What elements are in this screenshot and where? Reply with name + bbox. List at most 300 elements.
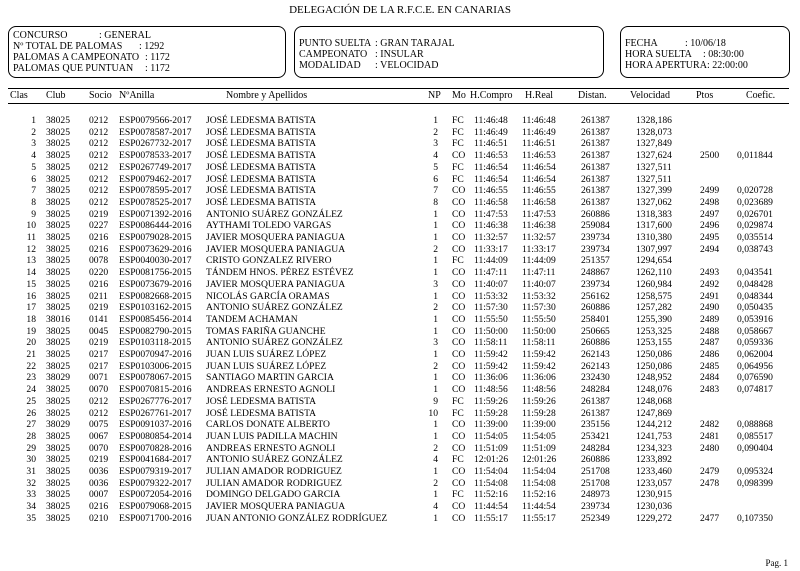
cell-np: 1 <box>433 349 438 360</box>
cell-velocidad: 1257,282 <box>636 302 672 314</box>
cell-nombre: JOSÉ LEDESMA BATISTA <box>206 150 317 162</box>
cell-np: 2 <box>433 442 438 454</box>
table-row <box>0 174 800 185</box>
table-row <box>0 501 800 512</box>
cell-distan: 248284 <box>581 442 610 454</box>
cell-socio: 0219 <box>89 454 109 466</box>
cell-club: 38029 <box>46 419 70 431</box>
cell-clas: 15 <box>26 278 36 290</box>
cell-np: 3 <box>433 138 438 150</box>
cell-np: 2 <box>433 302 438 314</box>
cell-clas: 26 <box>26 407 36 419</box>
cell-hreal: 11:46:53 <box>522 150 556 162</box>
cell-hcompro: 11:50:00 <box>474 325 508 337</box>
cell-distan: 251708 <box>581 466 610 477</box>
header-nombre: Nombre y Apellidos <box>226 90 308 101</box>
table-row <box>0 419 800 430</box>
cell-socio: 0141 <box>89 313 109 325</box>
cell-velocidad: 1229,272 <box>636 512 672 524</box>
cell-ptos: 2486 <box>700 349 720 360</box>
cell-hcompro: 11:46:58 <box>474 196 508 208</box>
cell-hreal: 11:40:07 <box>522 278 556 290</box>
cell-nombre: TOMAS FARIÑA GUANCHE <box>206 325 326 337</box>
cell-clas: 22 <box>26 360 36 372</box>
cell-velocidad: 1253,155 <box>636 337 672 349</box>
cell-mo: CO <box>452 313 466 325</box>
cell-hreal: 11:58:11 <box>522 337 556 349</box>
cell-club: 38025 <box>46 243 70 255</box>
cell-club: 38025 <box>46 489 70 501</box>
campeonato-palomas-label: PALOMAS A CAMPEONATO <box>13 52 140 63</box>
cell-ptos: 2479 <box>700 466 720 477</box>
cell-socio: 0216 <box>89 501 109 513</box>
cell-velocidad: 1260,984 <box>636 278 672 290</box>
cell-hcompro: 11:46:49 <box>474 126 508 138</box>
cell-clas: 6 <box>31 173 36 185</box>
cell-club: 38025 <box>46 138 70 150</box>
concurso-value: : GENERAL <box>99 30 151 41</box>
cell-hreal: 11:59:42 <box>522 349 556 360</box>
cell-nombre: JAVIER MOSQUERA PANIAGUA <box>206 243 346 255</box>
cell-anilla: ESP0071392-2016 <box>119 208 192 220</box>
cell-np: 9 <box>433 395 438 407</box>
cell-nombre: JOSÉ LEDESMA BATISTA <box>206 407 317 419</box>
cell-coefic: 0,050435 <box>737 302 773 314</box>
table-row <box>0 372 800 383</box>
cell-hreal: 11:36:06 <box>522 372 556 384</box>
cell-distan: 260886 <box>581 454 610 466</box>
cell-velocidad: 1230,036 <box>636 501 672 513</box>
cell-anilla: ESP0082668-2015 <box>119 290 192 302</box>
cell-clas: 3 <box>31 138 36 150</box>
cell-socio: 0216 <box>89 243 109 255</box>
cell-np: 1 <box>433 372 438 384</box>
cell-socio: 0216 <box>89 232 109 243</box>
cell-hreal: 11:46:58 <box>522 196 556 208</box>
cell-np: 8 <box>433 196 438 208</box>
cell-nombre: JAVIER MOSQUERA PANIAGUA <box>206 501 346 513</box>
cell-hcompro: 11:59:26 <box>474 395 508 407</box>
cell-club: 38025 <box>46 360 70 372</box>
cell-velocidad: 1248,952 <box>636 372 672 384</box>
cell-mo: FC <box>452 138 464 150</box>
cell-anilla: ESP0079319-2017 <box>119 466 192 477</box>
header-hreal: H.Real <box>525 90 554 101</box>
cell-club: 38025 <box>46 267 70 279</box>
cell-club: 38025 <box>46 325 70 337</box>
cell-ptos: 2483 <box>700 384 720 396</box>
cell-anilla: ESP0267749-2017 <box>119 161 192 173</box>
cell-nombre: JOSÉ LEDESMA BATISTA <box>206 395 317 407</box>
cell-coefic: 0,035514 <box>737 232 773 243</box>
cell-distan: 239734 <box>581 232 610 243</box>
cell-hcompro: 11:33:17 <box>474 243 508 255</box>
cell-anilla: ESP0070947-2016 <box>119 349 192 360</box>
cell-mo: CO <box>452 349 466 360</box>
cell-socio: 0216 <box>89 278 109 290</box>
cell-anilla: ESP0070828-2016 <box>119 442 192 454</box>
cell-ptos: 2484 <box>700 372 720 384</box>
cell-anilla: ESP0073629-2016 <box>119 243 192 255</box>
cell-hcompro: 11:47:11 <box>474 267 508 279</box>
cell-hcompro: 11:52:16 <box>474 489 508 501</box>
cell-club: 38025 <box>46 501 70 513</box>
cell-distan: 261387 <box>581 196 610 208</box>
total-palomas-value: : 1292 <box>139 41 165 52</box>
table-row <box>0 478 800 489</box>
info-box-race <box>294 26 604 78</box>
cell-coefic: 0,107350 <box>737 512 773 524</box>
cell-hcompro: 11:59:28 <box>474 407 508 419</box>
cell-club: 38025 <box>46 337 70 349</box>
cell-velocidad: 1234,323 <box>636 442 672 454</box>
cell-hcompro: 11:48:56 <box>474 384 508 396</box>
cell-anilla: ESP0040030-2017 <box>119 255 192 267</box>
cell-mo: CO <box>452 384 466 396</box>
table-row <box>0 384 800 395</box>
cell-mo: FC <box>452 115 464 126</box>
table-row <box>0 361 800 372</box>
table-header <box>8 88 789 104</box>
cell-club: 38025 <box>46 255 70 267</box>
cell-hreal: 11:46:38 <box>522 220 556 232</box>
cell-velocidad: 1318,383 <box>636 208 672 220</box>
info-box-general <box>8 26 286 78</box>
cell-coefic: 0,059336 <box>737 337 773 349</box>
header-velocidad: Velocidad <box>630 90 670 101</box>
table-row <box>0 127 800 138</box>
cell-club: 38025 <box>46 454 70 466</box>
cell-ptos: 2495 <box>700 232 720 243</box>
cell-nombre: JUAN LUIS SUÁREZ LÓPEZ <box>206 360 327 372</box>
table-row <box>0 209 800 220</box>
cell-clas: 28 <box>26 430 36 442</box>
cell-ptos: 2494 <box>700 243 720 255</box>
header-anilla: NºAnilla <box>119 90 155 101</box>
cell-np: 7 <box>433 185 438 197</box>
cell-nombre: TÁNDEM HNOS. PÉREZ ESTÉVEZ <box>206 267 354 279</box>
cell-velocidad: 1310,380 <box>636 232 672 243</box>
cell-nombre: SANTIAGO MARTIN GARCIA <box>206 372 334 384</box>
cell-hreal: 11:39:00 <box>522 419 556 431</box>
cell-hreal: 11:59:26 <box>522 395 556 407</box>
cell-clas: 9 <box>31 208 36 220</box>
cell-ptos: 2491 <box>700 290 720 302</box>
cell-nombre: AYTHAMI TOLEDO VARGAS <box>206 220 332 232</box>
cell-hcompro: 11:59:42 <box>474 360 508 372</box>
cell-hreal: 11:33:17 <box>522 243 556 255</box>
table-row <box>0 466 800 477</box>
cell-clas: 27 <box>26 419 36 431</box>
header-np: NP <box>428 90 441 101</box>
cell-hcompro: 11:58:11 <box>474 337 508 349</box>
cell-hreal: 11:46:54 <box>522 161 556 173</box>
table-row <box>0 349 800 360</box>
cell-distan: 251708 <box>581 477 610 489</box>
cell-ptos: 2477 <box>700 512 720 524</box>
cell-socio: 0071 <box>89 372 109 384</box>
fecha-label: FECHA <box>625 38 658 49</box>
cell-velocidad: 1307,997 <box>636 243 672 255</box>
cell-hreal: 11:54:04 <box>522 466 556 477</box>
cell-mo: FC <box>452 407 464 419</box>
campeonato-value: : INSULAR <box>375 49 424 60</box>
cell-hreal: 11:53:32 <box>522 290 556 302</box>
cell-mo: FC <box>452 395 464 407</box>
cell-mo: CO <box>452 232 466 243</box>
cell-mo: CO <box>452 419 466 431</box>
cell-anilla: ESP0078067-2015 <box>119 372 192 384</box>
cell-ptos: 2482 <box>700 419 720 431</box>
cell-club: 38025 <box>46 290 70 302</box>
header-mo: Mo <box>452 90 466 101</box>
cell-hreal: 11:52:16 <box>522 489 556 501</box>
cell-socio: 0212 <box>89 407 109 419</box>
cell-mo: CO <box>452 220 466 232</box>
cell-hreal: 11:59:42 <box>522 360 556 372</box>
cell-club: 38016 <box>46 313 70 325</box>
table-row <box>0 454 800 465</box>
cell-coefic: 0,090404 <box>737 442 773 454</box>
cell-hcompro: 11:46:48 <box>474 115 508 126</box>
cell-socio: 0036 <box>89 477 109 489</box>
cell-club: 38025 <box>46 512 70 524</box>
cell-np: 1 <box>433 466 438 477</box>
cell-hreal: 11:46:49 <box>522 126 556 138</box>
cell-mo: FC <box>452 255 464 267</box>
cell-socio: 0078 <box>89 255 109 267</box>
cell-clas: 33 <box>26 489 36 501</box>
cell-mo: FC <box>452 161 464 173</box>
cell-anilla: ESP0078587-2017 <box>119 126 192 138</box>
cell-velocidad: 1327,849 <box>636 138 672 150</box>
cell-distan: 248973 <box>581 489 610 501</box>
cell-nombre: JOSÉ LEDESMA BATISTA <box>206 161 317 173</box>
cell-hcompro: 11:44:54 <box>474 501 508 513</box>
cell-socio: 0212 <box>89 173 109 185</box>
cell-nombre: JUAN LUIS PADILLA MACHIN <box>206 430 338 442</box>
cell-mo: CO <box>452 337 466 349</box>
cell-hreal: 11:55:50 <box>522 313 556 325</box>
cell-club: 38025 <box>46 196 70 208</box>
cell-mo: CO <box>452 501 466 513</box>
cell-anilla: ESP0079462-2017 <box>119 173 192 185</box>
cell-hcompro: 11:54:04 <box>474 466 508 477</box>
cell-np: 1 <box>433 489 438 501</box>
table-row <box>0 220 800 231</box>
cell-np: 1 <box>433 313 438 325</box>
cell-distan: 250665 <box>581 325 610 337</box>
cell-velocidad: 1248,068 <box>636 395 672 407</box>
table-row <box>0 314 800 325</box>
cell-np: 1 <box>433 384 438 396</box>
cell-clas: 21 <box>26 349 36 360</box>
cell-anilla: ESP0267732-2017 <box>119 138 192 150</box>
cell-hreal: 11:48:56 <box>522 384 556 396</box>
cell-clas: 23 <box>26 372 36 384</box>
cell-anilla: ESP0079566-2017 <box>119 115 192 126</box>
cell-distan: 256162 <box>581 290 610 302</box>
cell-hreal: 11:55:17 <box>522 512 556 524</box>
cell-club: 38025 <box>46 442 70 454</box>
cell-mo: CO <box>452 325 466 337</box>
cell-hcompro: 11:39:00 <box>474 419 508 431</box>
cell-anilla: ESP0078525-2017 <box>119 196 192 208</box>
cell-nombre: CRISTO GONZALEZ RIVERO <box>206 255 332 267</box>
cell-distan: 262143 <box>581 349 610 360</box>
cell-clas: 30 <box>26 454 36 466</box>
cell-clas: 16 <box>26 290 36 302</box>
cell-anilla: ESP0079322-2017 <box>119 477 192 489</box>
cell-anilla: ESP0103162-2015 <box>119 302 192 314</box>
cell-mo: CO <box>452 442 466 454</box>
cell-mo: CO <box>452 185 466 197</box>
table-row <box>0 291 800 302</box>
puntuan-label: PALOMAS QUE PUNTUAN <box>13 63 134 74</box>
cell-ptos: 2487 <box>700 337 720 349</box>
cell-socio: 0036 <box>89 466 109 477</box>
cell-ptos: 2500 <box>700 150 720 162</box>
cell-hreal: 11:46:48 <box>522 115 556 126</box>
cell-club: 38025 <box>46 232 70 243</box>
cell-distan: 261387 <box>581 138 610 150</box>
cell-velocidad: 1244,212 <box>636 419 672 431</box>
cell-ptos: 2490 <box>700 302 720 314</box>
cell-np: 4 <box>433 454 438 466</box>
cell-socio: 0212 <box>89 185 109 197</box>
cell-ptos: 2478 <box>700 477 720 489</box>
cell-coefic: 0,020728 <box>737 185 773 197</box>
cell-np: 1 <box>433 512 438 524</box>
modalidad-value: : VELOCIDAD <box>375 60 439 71</box>
cell-nombre: JAVIER MOSQUERA PANIAGUA <box>206 232 346 243</box>
cell-ptos: 2485 <box>700 360 720 372</box>
cell-mo: CO <box>452 243 466 255</box>
cell-hreal: 11:44:09 <box>522 255 556 267</box>
cell-np: 6 <box>433 173 438 185</box>
table-row <box>0 162 800 173</box>
cell-coefic: 0,088868 <box>737 419 773 431</box>
table-row <box>0 279 800 290</box>
cell-anilla: ESP0079028-2015 <box>119 232 192 243</box>
cell-mo: CO <box>452 430 466 442</box>
cell-velocidad: 1327,399 <box>636 185 672 197</box>
cell-velocidad: 1233,460 <box>636 466 672 477</box>
header-coefic: Coefic. <box>746 90 776 101</box>
cell-clas: 5 <box>31 161 36 173</box>
cell-nombre: JOSÉ LEDESMA BATISTA <box>206 196 317 208</box>
cell-velocidad: 1262,110 <box>636 267 672 279</box>
cell-hcompro: 11:55:50 <box>474 313 508 325</box>
cell-mo: CO <box>452 278 466 290</box>
cell-socio: 0212 <box>89 161 109 173</box>
cell-hcompro: 11:57:30 <box>474 302 508 314</box>
hora-suelta-label: HORA SUELTA <box>625 49 692 60</box>
cell-socio: 0217 <box>89 349 109 360</box>
cell-np: 3 <box>433 337 438 349</box>
table-row <box>0 138 800 149</box>
cell-hcompro: 11:55:17 <box>474 512 508 524</box>
cell-distan: 261387 <box>581 161 610 173</box>
cell-clas: 14 <box>26 267 36 279</box>
cell-velocidad: 1233,892 <box>636 454 672 466</box>
cell-nombre: JAVIER MOSQUERA PANIAGUA <box>206 278 346 290</box>
cell-ptos: 2497 <box>700 208 720 220</box>
cell-nombre: TANDEM ACHAMAN <box>206 313 298 325</box>
cell-distan: 253421 <box>581 430 610 442</box>
cell-velocidad: 1328,186 <box>636 115 672 126</box>
cell-np: 2 <box>433 477 438 489</box>
cell-velocidad: 1255,390 <box>636 313 672 325</box>
cell-anilla: ESP0078595-2017 <box>119 185 192 197</box>
cell-coefic: 0,038743 <box>737 243 773 255</box>
cell-socio: 0219 <box>89 337 109 349</box>
cell-coefic: 0,058667 <box>737 325 773 337</box>
cell-clas: 18 <box>26 313 36 325</box>
table-row <box>0 396 800 407</box>
cell-velocidad: 1241,753 <box>636 430 672 442</box>
cell-distan: 261387 <box>581 150 610 162</box>
cell-club: 38025 <box>46 150 70 162</box>
cell-clas: 7 <box>31 185 36 197</box>
cell-distan: 239734 <box>581 278 610 290</box>
cell-np: 2 <box>433 360 438 372</box>
info-box-time <box>620 26 790 78</box>
cell-nombre: JOSÉ LEDESMA BATISTA <box>206 173 317 185</box>
cell-socio: 0212 <box>89 196 109 208</box>
cell-club: 38025 <box>46 349 70 360</box>
cell-velocidad: 1247,869 <box>636 407 672 419</box>
cell-np: 1 <box>433 430 438 442</box>
cell-distan: 260886 <box>581 337 610 349</box>
cell-nombre: ANTONIO SUÁREZ GONZÁLEZ <box>206 454 343 466</box>
cell-anilla: ESP0085456-2014 <box>119 313 192 325</box>
cell-nombre: ANTONIO SUÁREZ GONZÁLEZ <box>206 302 343 314</box>
cell-coefic: 0,053916 <box>737 313 773 325</box>
cell-velocidad: 1258,575 <box>636 290 672 302</box>
cell-distan: 261387 <box>581 407 610 419</box>
cell-club: 38025 <box>46 173 70 185</box>
cell-socio: 0070 <box>89 384 109 396</box>
table-row <box>0 489 800 500</box>
cell-mo: FC <box>452 126 464 138</box>
cell-anilla: ESP0267776-2017 <box>119 395 192 407</box>
header-clas: Clas <box>10 90 28 101</box>
cell-distan: 261387 <box>581 126 610 138</box>
cell-clas: 32 <box>26 477 36 489</box>
cell-mo: CO <box>452 196 466 208</box>
cell-anilla: ESP0079068-2015 <box>119 501 192 513</box>
cell-anilla: ESP0082790-2015 <box>119 325 192 337</box>
table-row <box>0 197 800 208</box>
cell-socio: 0070 <box>89 442 109 454</box>
cell-hreal: 11:46:51 <box>522 138 556 150</box>
cell-hreal: 11:51:09 <box>522 442 556 454</box>
cell-clas: 19 <box>26 325 36 337</box>
cell-velocidad: 1327,062 <box>636 196 672 208</box>
cell-club: 38025 <box>46 395 70 407</box>
cell-hreal: 11:54:08 <box>522 477 556 489</box>
cell-distan: 248867 <box>581 267 610 279</box>
header-hcompro: H.Compro <box>470 90 513 101</box>
cell-mo: CO <box>452 267 466 279</box>
cell-coefic: 0,043541 <box>737 267 773 279</box>
campeonato-palomas-value: : 1172 <box>145 52 170 63</box>
cell-socio: 0212 <box>89 395 109 407</box>
cell-mo: CO <box>452 208 466 220</box>
cell-hreal: 11:50:00 <box>522 325 556 337</box>
cell-np: 1 <box>433 419 438 431</box>
